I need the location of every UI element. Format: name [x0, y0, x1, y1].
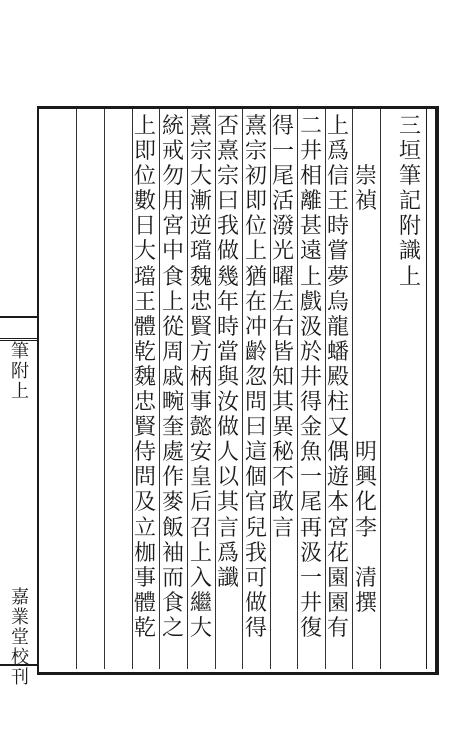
character: 曜 [271, 264, 294, 290]
character: 問 [244, 390, 267, 416]
character: 食 [161, 590, 184, 616]
character: 化 [354, 490, 377, 516]
character: 其 [271, 390, 294, 416]
character: 三 [398, 114, 421, 139]
character: 乾 [133, 615, 156, 641]
character: 做 [216, 239, 239, 265]
column-rule [104, 109, 105, 669]
character: 初 [244, 164, 267, 190]
character: 皆 [271, 339, 294, 365]
character: 讖 [216, 565, 239, 591]
character: 與 [216, 364, 239, 390]
character: 園 [326, 565, 349, 591]
character: 王 [133, 289, 156, 315]
character: 位 [133, 164, 156, 190]
character: 尾 [299, 490, 322, 516]
gutter-character: 筆 [11, 341, 29, 362]
text-column [159, 114, 187, 641]
character: 宗 [244, 139, 267, 165]
character: 立 [133, 515, 156, 541]
character: 王 [326, 189, 349, 215]
character: 汲 [299, 540, 322, 566]
column-rule [76, 109, 77, 669]
character: 而 [161, 565, 184, 591]
character: 用 [161, 189, 184, 215]
character: 井 [299, 590, 322, 616]
character: 知 [271, 364, 294, 390]
character: 戒 [161, 139, 184, 165]
character: 繼 [189, 590, 212, 616]
character: 忽 [244, 364, 267, 390]
character: 枷 [133, 540, 156, 566]
character: 興 [354, 465, 377, 491]
heading-column [352, 164, 380, 214]
character: 事 [133, 565, 156, 591]
character: 璫 [133, 264, 156, 290]
gutter-character: 附 [11, 361, 29, 382]
character: 大 [189, 164, 212, 190]
gutter-publisher [6, 588, 34, 688]
character: 遠 [299, 239, 322, 265]
character: 宮 [326, 515, 349, 541]
character: 偶 [326, 440, 349, 466]
character: 魚 [299, 440, 322, 466]
character: 上 [133, 114, 156, 139]
character: 我 [244, 540, 267, 566]
character: 一 [271, 139, 294, 165]
character: 再 [299, 515, 322, 541]
character: 言 [271, 515, 294, 541]
character: 做 [244, 590, 267, 616]
character: 崇 [354, 164, 377, 190]
character: 龍 [326, 314, 349, 340]
character: 撰 [354, 590, 377, 616]
character: 言 [216, 515, 239, 541]
character: 甚 [299, 214, 322, 240]
gutter-character: 上 [11, 381, 29, 402]
character: 異 [271, 415, 294, 441]
character: 人 [216, 440, 239, 466]
character: 乾 [133, 339, 156, 365]
character: 官 [244, 490, 267, 516]
character: 禎 [354, 189, 377, 215]
gutter-title [6, 342, 34, 402]
character: 二 [299, 114, 322, 139]
character: 大 [133, 239, 156, 265]
character: 戚 [161, 364, 184, 390]
character: 得 [244, 615, 267, 641]
character: 記 [398, 189, 421, 215]
gutter-character: 業 [11, 607, 29, 628]
character: 復 [299, 615, 322, 641]
character: 上 [161, 289, 184, 315]
character: 召 [189, 515, 212, 541]
character: 體 [133, 590, 156, 616]
character: 否 [216, 114, 239, 139]
character: 上 [189, 540, 212, 566]
text-column [187, 114, 215, 641]
text-column [131, 114, 159, 641]
character: 入 [189, 565, 212, 591]
character: 這 [244, 440, 267, 466]
character: 明 [354, 440, 377, 466]
character: 大 [189, 615, 212, 641]
character: 柱 [326, 390, 349, 416]
character: 柄 [189, 364, 212, 390]
character: 做 [216, 415, 239, 441]
character: 清 [354, 565, 377, 591]
character: 曰 [244, 415, 267, 441]
character: 汲 [299, 314, 322, 340]
character: 爲 [326, 139, 349, 165]
character: 井 [299, 139, 322, 165]
gutter-character: 校 [11, 647, 29, 668]
character: 敢 [271, 490, 294, 516]
character: 幾 [216, 264, 239, 290]
character: 事 [189, 390, 212, 416]
character: 方 [189, 339, 212, 365]
gutter-character: 刊 [11, 667, 29, 688]
character: 井 [299, 364, 322, 390]
character: 宮 [161, 214, 184, 240]
character: 秘 [271, 440, 294, 466]
character: 一 [299, 465, 322, 491]
character: 漸 [189, 189, 212, 215]
text-column [269, 114, 297, 541]
frame-inner-rule [426, 109, 427, 669]
character: 相 [299, 164, 322, 190]
frame-left-edge [37, 106, 39, 675]
character: 兒 [244, 515, 267, 541]
character: 猶 [244, 264, 267, 290]
character: 以 [216, 465, 239, 491]
character: 作 [161, 465, 184, 491]
character: 即 [133, 139, 156, 165]
character: 飯 [161, 515, 184, 541]
character: 又 [326, 415, 349, 441]
character: 勿 [161, 164, 184, 190]
character: 嘗 [326, 239, 349, 265]
character: 園 [326, 590, 349, 616]
character: 其 [216, 490, 239, 516]
character: 一 [299, 565, 322, 591]
character: 從 [161, 314, 184, 340]
character: 周 [161, 339, 184, 365]
character: 熹 [216, 139, 239, 165]
character: 上 [398, 264, 421, 290]
character: 麥 [161, 490, 184, 516]
character: 附 [398, 214, 421, 240]
character: 懿 [189, 415, 212, 441]
character: 當 [216, 339, 239, 365]
column-rule [380, 109, 381, 669]
character: 識 [398, 239, 421, 265]
text-column [242, 114, 270, 641]
character: 活 [271, 189, 294, 215]
character: 熹 [244, 114, 267, 139]
character: 后 [189, 490, 212, 516]
character: 之 [161, 615, 184, 641]
character: 不 [271, 465, 294, 491]
character: 筆 [398, 164, 421, 190]
character: 右 [271, 314, 294, 340]
character: 夢 [326, 264, 349, 290]
gutter-fish-tail [0, 316, 37, 339]
character: 逆 [189, 214, 212, 240]
title-column [396, 114, 424, 290]
character: 日 [133, 214, 156, 240]
character: 時 [326, 214, 349, 240]
character: 於 [299, 339, 322, 365]
character: 曰 [216, 189, 239, 215]
character: 在 [244, 289, 267, 315]
character: 魏 [189, 264, 212, 290]
character: 花 [326, 540, 349, 566]
character: 上 [299, 264, 322, 290]
character: 統 [161, 114, 184, 139]
gutter-foot-rule [0, 664, 37, 666]
character: 離 [299, 189, 322, 215]
character: 食 [161, 264, 184, 290]
character: 蟠 [326, 339, 349, 365]
character: 個 [244, 465, 267, 491]
gutter-character: 嘉 [11, 587, 29, 608]
character: 汝 [216, 390, 239, 416]
character: 忠 [189, 289, 212, 315]
character: 宗 [216, 164, 239, 190]
character: 上 [244, 239, 267, 265]
character: 侍 [133, 440, 156, 466]
character: 齡 [244, 339, 267, 365]
character: 體 [133, 314, 156, 340]
character: 信 [326, 164, 349, 190]
character: 垣 [398, 139, 421, 165]
character: 璫 [189, 239, 212, 265]
character: 爲 [216, 540, 239, 566]
character: 金 [299, 415, 322, 441]
character: 袖 [161, 540, 184, 566]
character: 奎 [161, 415, 184, 441]
character: 潑 [271, 214, 294, 240]
character: 中 [161, 239, 184, 265]
character: 魏 [133, 364, 156, 390]
character: 左 [271, 289, 294, 315]
character: 可 [244, 565, 267, 591]
character: 熹 [189, 114, 212, 139]
character: 有 [326, 615, 349, 641]
text-column [297, 114, 325, 641]
character: 遊 [326, 465, 349, 491]
character: 時 [216, 314, 239, 340]
character: 年 [216, 289, 239, 315]
character: 得 [299, 390, 322, 416]
character: 及 [133, 490, 156, 516]
text-column [214, 114, 242, 591]
character: 冲 [244, 314, 267, 340]
character: 光 [271, 239, 294, 265]
byline-column [352, 440, 380, 616]
character: 烏 [326, 289, 349, 315]
character: 忠 [133, 390, 156, 416]
character: 本 [326, 490, 349, 516]
character: 戲 [299, 289, 322, 315]
character: 安 [189, 440, 212, 466]
character: 位 [244, 214, 267, 240]
character: 殿 [326, 364, 349, 390]
text-column [324, 114, 352, 641]
character: 李 [354, 515, 377, 541]
character: 問 [133, 465, 156, 491]
character: 處 [161, 440, 184, 466]
character: 畹 [161, 390, 184, 416]
character: 皇 [189, 465, 212, 491]
character: 上 [326, 114, 349, 139]
character [352, 541, 380, 566]
character: 賢 [189, 314, 212, 340]
character: 尾 [271, 164, 294, 190]
character: 我 [216, 214, 239, 240]
gutter-character: 堂 [11, 627, 29, 648]
character: 宗 [189, 139, 212, 165]
character: 數 [133, 189, 156, 215]
character: 賢 [133, 415, 156, 441]
character: 得 [271, 114, 294, 139]
character: 即 [244, 189, 267, 215]
